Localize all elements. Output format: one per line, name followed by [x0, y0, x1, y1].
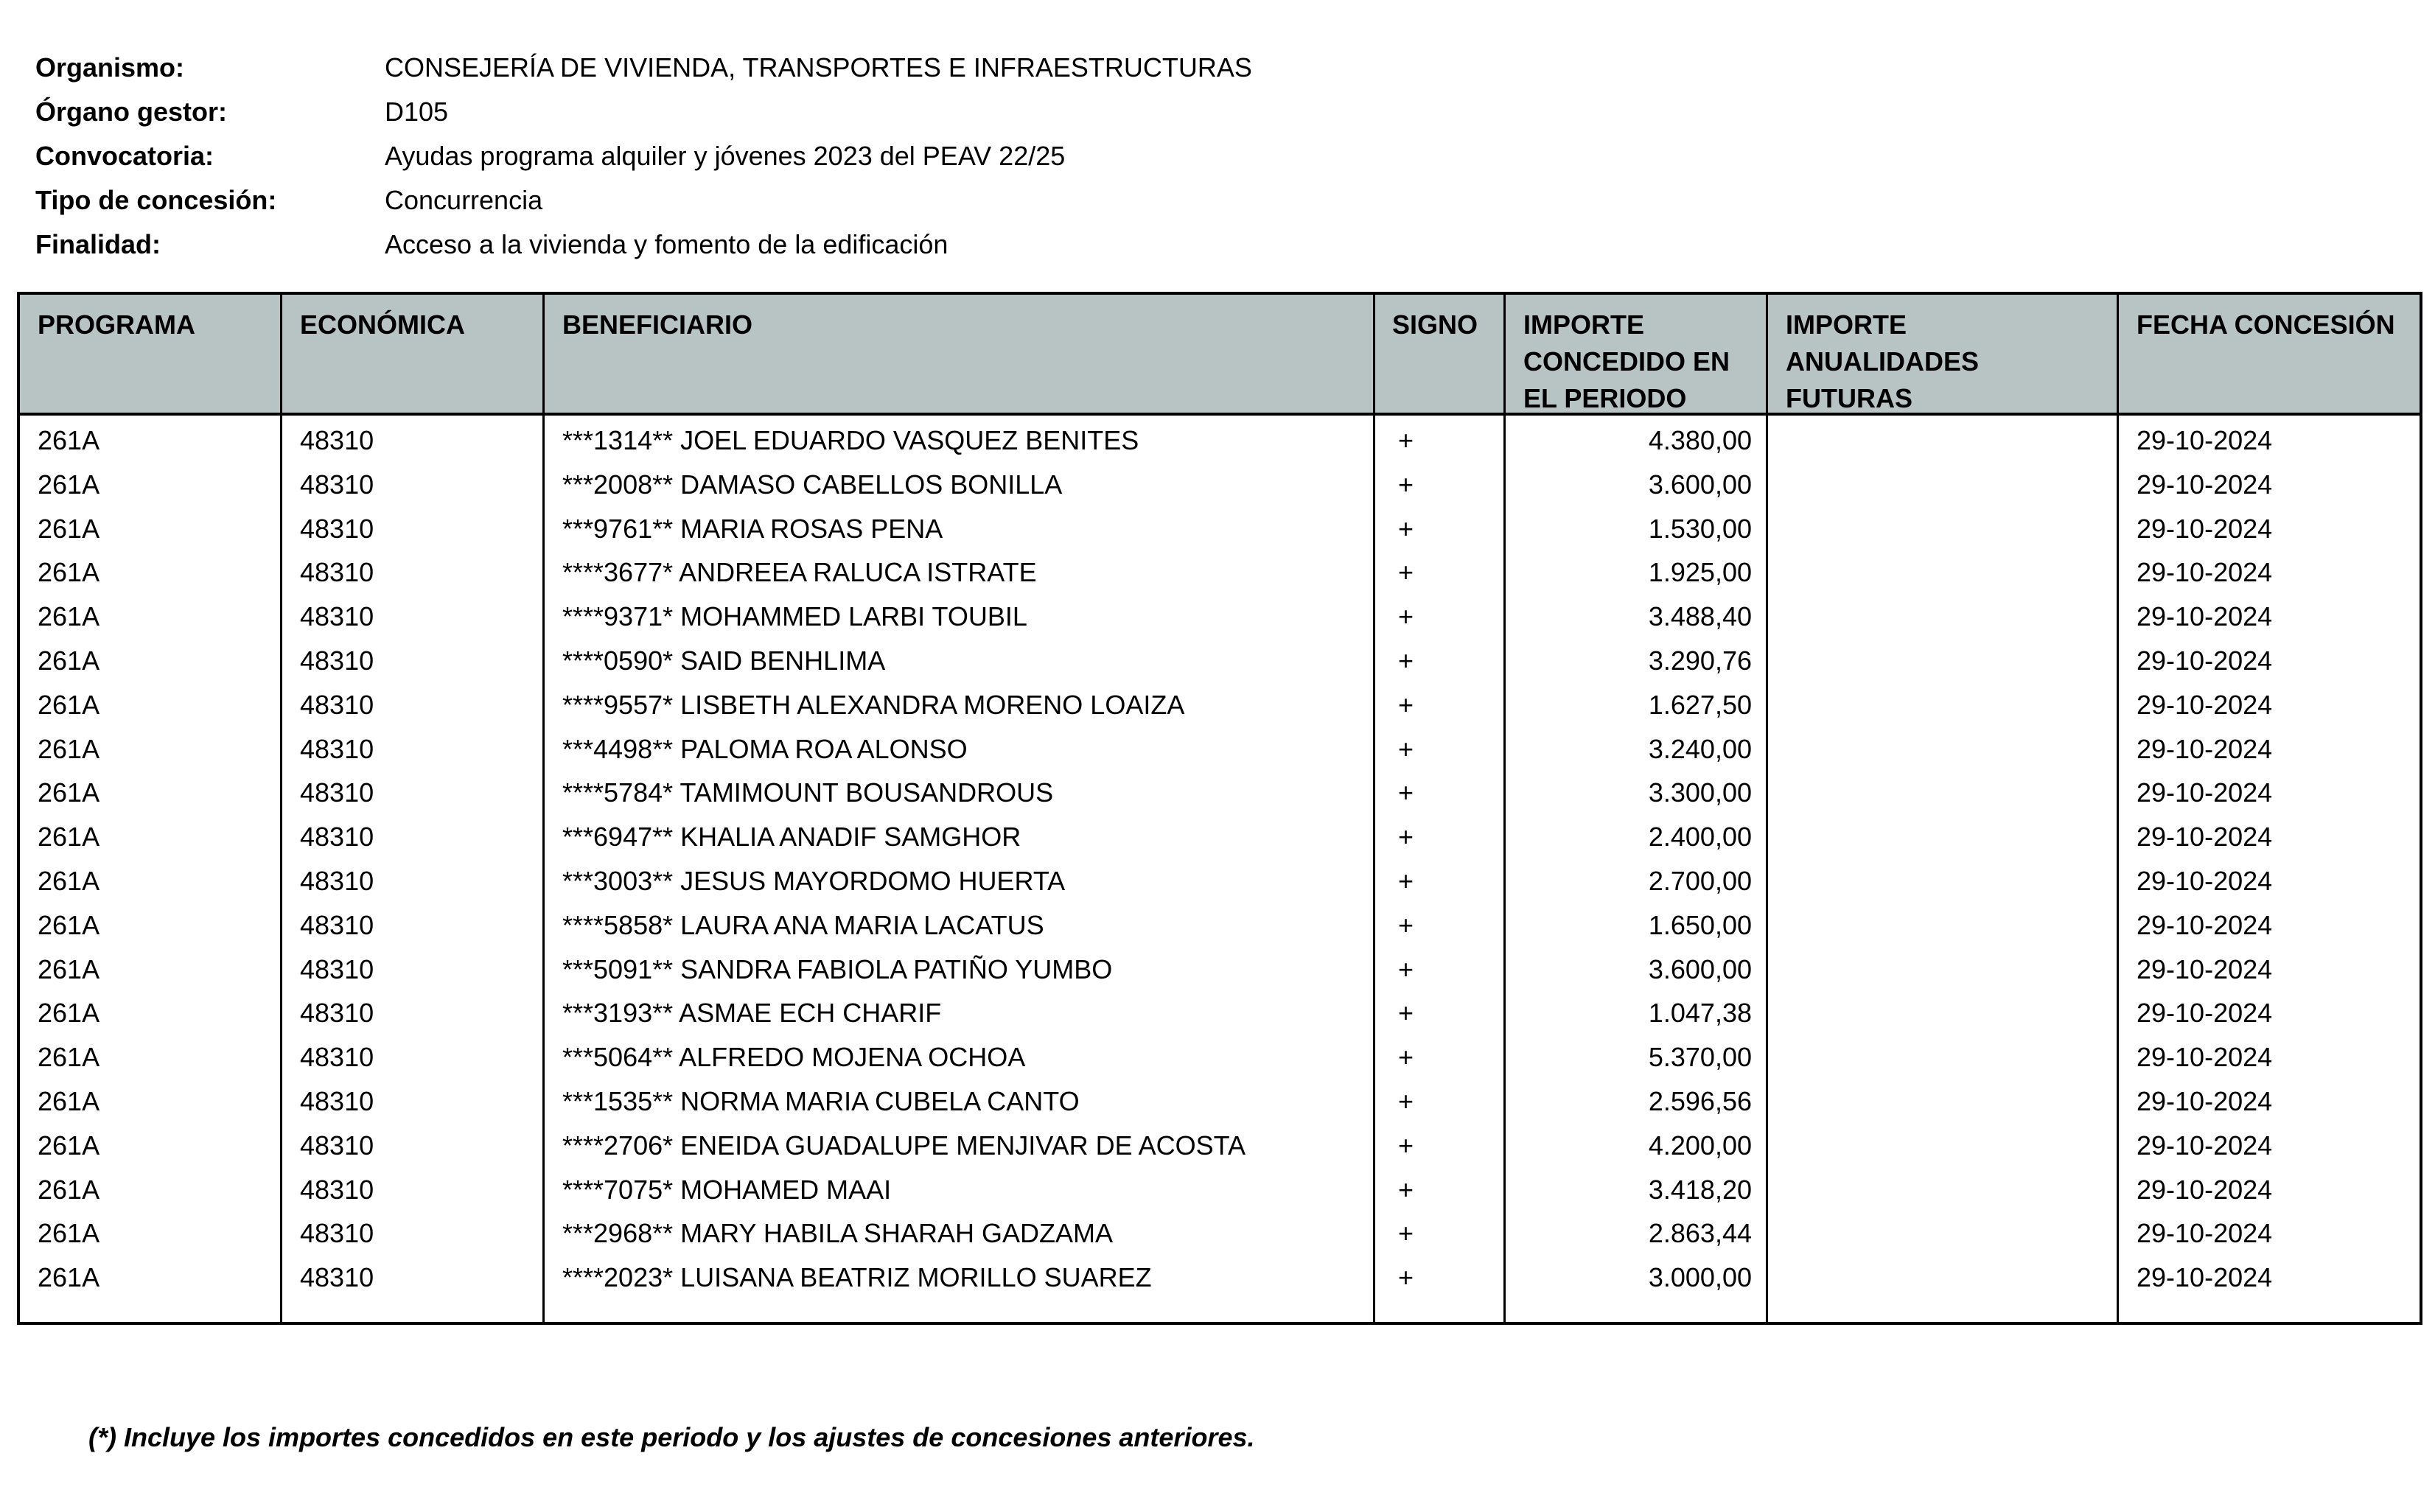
cell-beneficiario: ***3193** ASMAE ECH CHARIF [562, 998, 942, 1029]
cell-importe: 3.600,00 [1648, 953, 1752, 984]
cell-fecha: 29-10-2024 [2137, 953, 2273, 984]
table-row [20, 596, 2420, 640]
cell-beneficiario: ***9761** MARIA ROSAS PENA [562, 513, 943, 544]
cell-signo: + [1398, 909, 1414, 940]
cell-beneficiario: ****3677* ANDREEA RALUCA ISTRATE [562, 557, 1037, 588]
cell-economica: 48310 [300, 601, 374, 632]
cell-fecha: 29-10-2024 [2137, 777, 2273, 808]
cell-beneficiario: ***5091** SANDRA FABIOLA PATIÑO YUMBO [562, 953, 1113, 984]
header-importe-futuras: IMPORTE ANUALIDADES FUTURAS [1786, 309, 1980, 413]
cell-beneficiario: ***5064** ALFREDO MOJENA OCHOA [562, 1042, 1026, 1073]
cell-programa: 261A [38, 601, 100, 632]
cell-economica: 48310 [300, 1262, 374, 1293]
cell-importe: 1.650,00 [1648, 909, 1752, 940]
cell-importe: 2.596,56 [1648, 1085, 1752, 1116]
cell-beneficiario: ***1535** NORMA MARIA CUBELA CANTO [562, 1085, 1080, 1116]
table-row [20, 1125, 2420, 1169]
meta-value: D105 [385, 97, 449, 127]
meta-organo-gestor [35, 90, 1252, 134]
cell-economica: 48310 [300, 557, 374, 588]
meta-value: Acceso a la vivienda y fomento de la edificación [385, 229, 949, 259]
cell-economica: 48310 [300, 1174, 374, 1205]
cell-signo: + [1398, 953, 1414, 984]
cell-programa: 261A [38, 777, 100, 808]
header-importe-periodo: IMPORTE CONCEDIDO EN EL PERIODO [1523, 309, 1730, 413]
cell-importe: 5.370,00 [1648, 1042, 1752, 1073]
cell-beneficiario: ****2023* LUISANA BEATRIZ MORILLO SUAREZ [562, 1262, 1152, 1293]
table-row [20, 1169, 2420, 1214]
cell-importe: 2.863,44 [1648, 1218, 1752, 1249]
cell-programa: 261A [38, 1218, 100, 1249]
cell-fecha: 29-10-2024 [2137, 601, 2273, 632]
cell-signo: + [1398, 1174, 1414, 1205]
cell-importe: 3.418,20 [1648, 1174, 1752, 1205]
cell-importe: 3.000,00 [1648, 1262, 1752, 1293]
cell-beneficiario: ***1314** JOEL EDUARDO VASQUEZ BENITES [562, 425, 1139, 455]
cell-programa: 261A [38, 1085, 100, 1116]
cell-importe: 1.925,00 [1648, 557, 1752, 588]
cell-programa: 261A [38, 645, 100, 676]
header-beneficiario: BENEFICIARIO [562, 309, 753, 340]
cell-signo: + [1398, 998, 1414, 1029]
cell-importe: 4.380,00 [1648, 425, 1752, 455]
table-row [20, 685, 2420, 729]
table-header-divider [20, 413, 2420, 416]
cell-fecha: 29-10-2024 [2137, 1262, 2273, 1293]
cell-economica: 48310 [300, 1085, 374, 1116]
cell-economica: 48310 [300, 909, 374, 940]
cell-signo: + [1398, 557, 1414, 588]
cell-economica: 48310 [300, 425, 374, 455]
cell-programa: 261A [38, 1042, 100, 1073]
cell-programa: 261A [38, 1130, 100, 1161]
meta-label: Organismo: [35, 52, 185, 83]
cell-programa: 261A [38, 1174, 100, 1205]
cell-signo: + [1398, 1130, 1414, 1161]
cell-economica: 48310 [300, 469, 374, 500]
cell-importe: 1.047,38 [1648, 998, 1752, 1029]
cell-beneficiario: ****0590* SAID BENHLIMA [562, 645, 886, 676]
cell-programa: 261A [38, 865, 100, 896]
cell-fecha: 29-10-2024 [2137, 1130, 2273, 1161]
cell-beneficiario: ****9557* LISBETH ALEXANDRA MORENO LOAIZA [562, 689, 1185, 720]
cell-programa: 261A [38, 557, 100, 588]
table-row [20, 729, 2420, 773]
cell-fecha: 29-10-2024 [2137, 425, 2273, 455]
cell-signo: + [1398, 733, 1414, 764]
header-economica: ECONÓMICA [300, 309, 465, 340]
meta-label: Finalidad: [35, 229, 161, 259]
table-row [20, 1081, 2420, 1125]
cell-fecha: 29-10-2024 [2137, 733, 2273, 764]
table-row [20, 552, 2420, 596]
table-row [20, 861, 2420, 905]
table-row [20, 640, 2420, 685]
table-row [20, 1213, 2420, 1257]
cell-economica: 48310 [300, 645, 374, 676]
cell-beneficiario: ****5858* LAURA ANA MARIA LACATUS [562, 909, 1044, 940]
header-fecha: FECHA CONCESIÓN [2137, 309, 2395, 340]
cell-signo: + [1398, 777, 1414, 808]
cell-fecha: 29-10-2024 [2137, 1218, 2273, 1249]
cell-fecha: 29-10-2024 [2137, 469, 2273, 500]
cell-economica: 48310 [300, 998, 374, 1029]
cell-fecha: 29-10-2024 [2137, 557, 2273, 588]
header-programa: PROGRAMA [38, 309, 195, 340]
cell-signo: + [1398, 513, 1414, 544]
cell-signo: + [1398, 865, 1414, 896]
cell-economica: 48310 [300, 733, 374, 764]
cell-importe: 3.290,76 [1648, 645, 1752, 676]
cell-programa: 261A [38, 998, 100, 1029]
table-row [20, 1037, 2420, 1081]
cell-economica: 48310 [300, 689, 374, 720]
cell-signo: + [1398, 1262, 1414, 1293]
cell-fecha: 29-10-2024 [2137, 645, 2273, 676]
cell-signo: + [1398, 425, 1414, 455]
cell-signo: + [1398, 601, 1414, 632]
cell-programa: 261A [38, 733, 100, 764]
header-signo: SIGNO [1392, 309, 1478, 340]
table-row [20, 816, 2420, 861]
cell-fecha: 29-10-2024 [2137, 1085, 2273, 1116]
cell-fecha: 29-10-2024 [2137, 998, 2273, 1029]
cell-beneficiario: ****2706* ENEIDA GUADALUPE MENJIVAR DE ACOSTA [562, 1130, 1246, 1161]
cell-economica: 48310 [300, 865, 374, 896]
cell-importe: 3.488,40 [1648, 601, 1752, 632]
cell-programa: 261A [38, 1262, 100, 1293]
cell-fecha: 29-10-2024 [2137, 689, 2273, 720]
cell-beneficiario: ****5784* TAMIMOUNT BOUSANDROUS [562, 777, 1054, 808]
document-metadata [35, 46, 1252, 267]
cell-economica: 48310 [300, 1042, 374, 1073]
cell-beneficiario: ***2968** MARY HABILA SHARAH GADZAMA [562, 1218, 1113, 1249]
cell-economica: 48310 [300, 822, 374, 853]
table-row [20, 464, 2420, 508]
cell-beneficiario: ****7075* MOHAMED MAAI [562, 1174, 892, 1205]
cell-fecha: 29-10-2024 [2137, 865, 2273, 896]
cell-fecha: 29-10-2024 [2137, 1174, 2273, 1205]
cell-signo: + [1398, 645, 1414, 676]
footnote: (*) Incluye los importes concedidos en este periodo y los ajustes de concesiones anteriores. [88, 1422, 1255, 1452]
cell-economica: 48310 [300, 1218, 374, 1249]
cell-fecha: 29-10-2024 [2137, 1042, 2273, 1073]
concessions-table [17, 292, 2422, 1325]
cell-programa: 261A [38, 513, 100, 544]
cell-signo: + [1398, 1218, 1414, 1249]
meta-finalidad [35, 223, 1252, 267]
meta-value: Ayudas programa alquiler y jóvenes 2023 del PEAV 22/25 [385, 141, 1066, 171]
cell-programa: 261A [38, 425, 100, 455]
cell-beneficiario: ***2008** DAMASO CABELLOS BONILLA [562, 469, 1063, 500]
cell-signo: + [1398, 689, 1414, 720]
cell-importe: 3.240,00 [1648, 733, 1752, 764]
meta-label: Convocatoria: [35, 141, 214, 171]
table-row [20, 949, 2420, 993]
table-row [20, 420, 2420, 464]
cell-programa: 261A [38, 909, 100, 940]
table-row [20, 993, 2420, 1037]
cell-importe: 2.400,00 [1648, 822, 1752, 853]
meta-value: CONSEJERÍA DE VIVIENDA, TRANSPORTES E INFRAESTRUCTURAS [385, 52, 1252, 83]
cell-signo: + [1398, 469, 1414, 500]
cell-importe: 4.200,00 [1648, 1130, 1752, 1161]
cell-importe: 1.530,00 [1648, 513, 1752, 544]
table-row [20, 508, 2420, 553]
cell-signo: + [1398, 1042, 1414, 1073]
cell-fecha: 29-10-2024 [2137, 822, 2273, 853]
table-body [20, 420, 2420, 1301]
cell-signo: + [1398, 822, 1414, 853]
meta-convocatoria [35, 134, 1252, 178]
cell-signo: + [1398, 1085, 1414, 1116]
cell-beneficiario: ***4498** PALOMA ROA ALONSO [562, 733, 968, 764]
cell-beneficiario: ***3003** JESUS MAYORDOMO HUERTA [562, 865, 1066, 896]
table-row [20, 905, 2420, 949]
cell-economica: 48310 [300, 777, 374, 808]
cell-fecha: 29-10-2024 [2137, 909, 2273, 940]
cell-economica: 48310 [300, 1130, 374, 1161]
cell-programa: 261A [38, 689, 100, 720]
cell-importe: 3.600,00 [1648, 469, 1752, 500]
cell-programa: 261A [38, 822, 100, 853]
meta-value: Concurrencia [385, 185, 543, 215]
cell-fecha: 29-10-2024 [2137, 513, 2273, 544]
cell-economica: 48310 [300, 513, 374, 544]
table-row [20, 772, 2420, 816]
cell-programa: 261A [38, 953, 100, 984]
meta-organismo [35, 46, 1252, 90]
cell-importe: 3.300,00 [1648, 777, 1752, 808]
cell-programa: 261A [38, 469, 100, 500]
meta-label: Tipo de concesión: [35, 185, 277, 215]
cell-beneficiario: ***6947** KHALIA ANADIF SAMGHOR [562, 822, 1021, 853]
cell-importe: 1.627,50 [1648, 689, 1752, 720]
cell-importe: 2.700,00 [1648, 865, 1752, 896]
table-row [20, 1257, 2420, 1301]
meta-label: Órgano gestor: [35, 97, 228, 127]
meta-tipo-concesion [35, 178, 1252, 223]
cell-beneficiario: ****9371* MOHAMMED LARBI TOUBIL [562, 601, 1027, 632]
cell-economica: 48310 [300, 953, 374, 984]
